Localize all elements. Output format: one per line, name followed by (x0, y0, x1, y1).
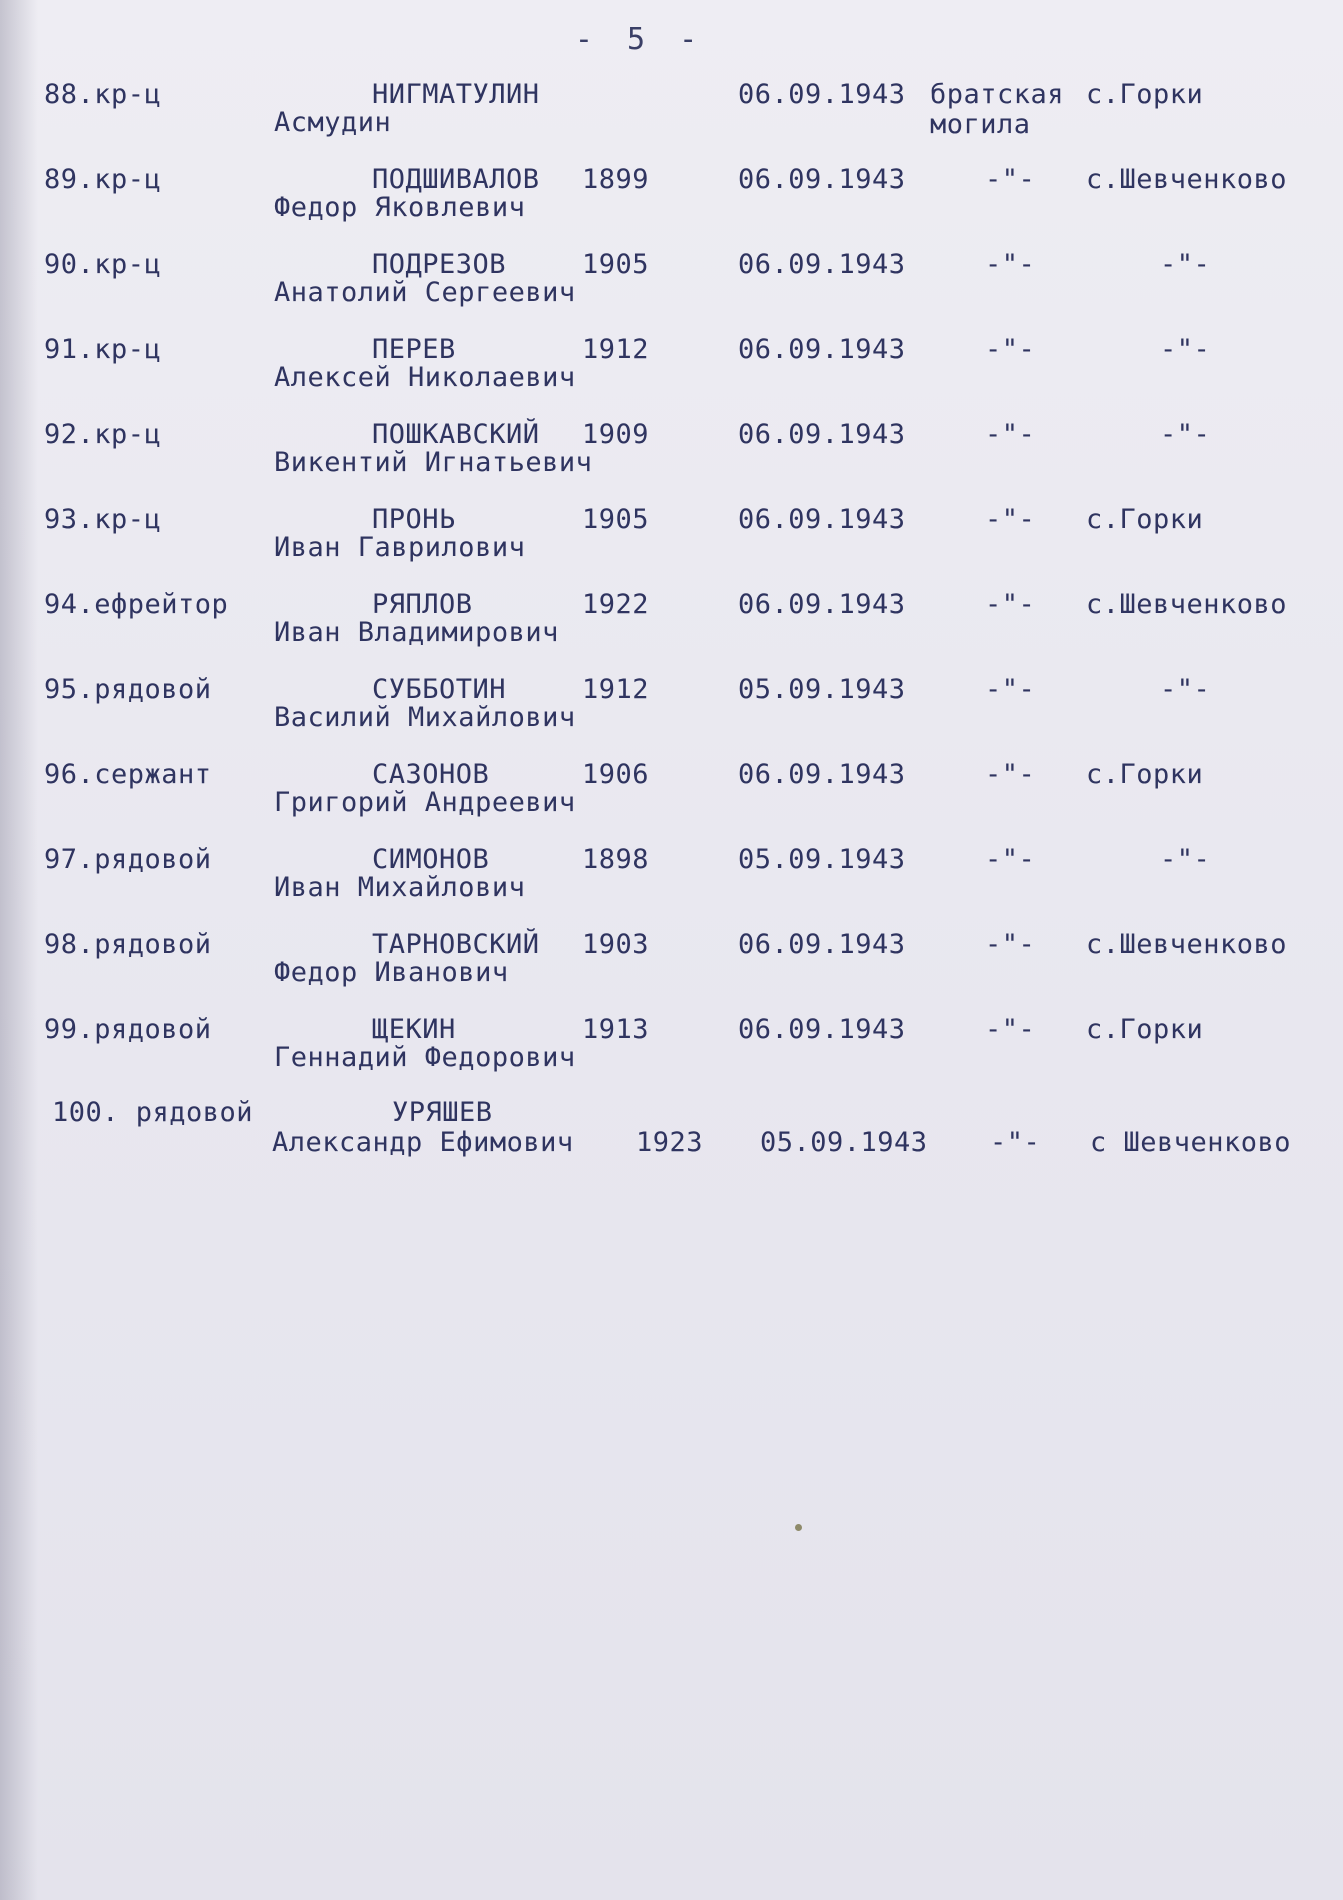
entry-burial: -"- (985, 1014, 1036, 1045)
entry-surname: УРЯШЕВ (392, 1097, 493, 1128)
entry-given-names: Анатолий Сергеевич (274, 277, 576, 308)
list-entry (0, 80, 1343, 160)
list-entry (0, 335, 1343, 415)
entry-death-date: 05.09.1943 (738, 674, 906, 705)
entry-burial: -"- (985, 844, 1036, 875)
list-entry (0, 675, 1343, 755)
entry-death-date: 06.09.1943 (738, 164, 906, 195)
entry-birth-year: 1905 (582, 249, 650, 280)
entry-death-date: 05.09.1943 (760, 1127, 928, 1158)
entry-given-names: Федор Яковлевич (274, 192, 526, 223)
entry-surname: СИМОНОВ (372, 844, 490, 875)
entry-death-date: 06.09.1943 (738, 1014, 906, 1045)
entry-place: с Шевченково (1090, 1127, 1292, 1158)
entry-birth-year: 1923 (636, 1127, 704, 1158)
entry-place: с.Шевченково (1086, 929, 1288, 960)
entry-burial: -"- (985, 504, 1036, 535)
entry-surname: ПОДШИВАЛОВ (372, 164, 540, 195)
entry-birth-year: 1899 (582, 164, 650, 195)
list-entry (0, 420, 1343, 500)
entry-number-rank: 96.сержант (44, 759, 212, 790)
entry-given-names: Асмудин (274, 107, 392, 138)
entry-place: с.Шевченково (1086, 589, 1288, 620)
entry-given-names: Иван Владимирович (274, 617, 559, 648)
entry-burial: -"- (985, 419, 1036, 450)
entry-place: -"- (1160, 844, 1211, 875)
list-entry (0, 590, 1343, 670)
entry-birth-year: 1903 (582, 929, 650, 960)
entry-place: -"- (1160, 334, 1211, 365)
entry-given-names: Викентий Игнатьевич (274, 447, 593, 478)
entry-given-names: Алексей Николаевич (274, 362, 576, 393)
entry-surname: САЗОНОВ (372, 759, 490, 790)
entry-surname: НИГМАТУЛИН (372, 79, 540, 110)
page-number: - 5 - (574, 22, 706, 57)
list-entry (0, 505, 1343, 585)
entry-surname: ТАРНОВСКИЙ (372, 929, 540, 960)
entry-given-names: Григорий Андреевич (274, 787, 576, 818)
entry-burial: братская могила (930, 79, 1065, 140)
entry-burial: -"- (985, 334, 1036, 365)
entry-given-names: Александр Ефимович (272, 1127, 574, 1158)
entry-birth-year: 1906 (582, 759, 650, 790)
entry-burial: -"- (985, 589, 1036, 620)
entry-given-names: Иван Михайлович (274, 872, 526, 903)
entry-surname: ПЕРЕВ (372, 334, 456, 365)
entry-burial: -"- (985, 759, 1036, 790)
entry-place: с.Горки (1086, 79, 1204, 110)
entry-birth-year: 1905 (582, 504, 650, 535)
entry-surname: ЩЕКИН (372, 1014, 456, 1045)
entry-number-rank: 97.рядовой (44, 844, 212, 875)
entry-burial: -"- (985, 164, 1036, 195)
entry-given-names: Геннадий Федорович (274, 1042, 576, 1073)
entry-death-date: 06.09.1943 (738, 419, 906, 450)
entry-number-rank: 92.кр-ц (44, 419, 162, 450)
entry-death-date: 06.09.1943 (738, 334, 906, 365)
entry-birth-year: 1912 (582, 334, 650, 365)
list-entry (0, 1015, 1343, 1095)
list-entry (0, 845, 1343, 925)
list-entry (0, 250, 1343, 330)
entry-given-names: Иван Гаврилович (274, 532, 526, 563)
entry-number-rank: 98.рядовой (44, 929, 212, 960)
entry-place: с.Горки (1086, 759, 1204, 790)
entry-number-rank: 88.кр-ц (44, 79, 162, 110)
entry-surname: ПРОНЬ (372, 504, 456, 535)
entry-number-rank: 99.рядовой (44, 1014, 212, 1045)
entry-place: -"- (1160, 249, 1211, 280)
entry-birth-year: 1912 (582, 674, 650, 705)
entry-number-rank: 93.кр-ц (44, 504, 162, 535)
entry-burial: -"- (985, 674, 1036, 705)
entry-death-date: 06.09.1943 (738, 79, 906, 110)
entry-place: с.Горки (1086, 1014, 1204, 1045)
entry-number-rank: 91.кр-ц (44, 334, 162, 365)
entry-burial: -"- (990, 1127, 1041, 1158)
entry-number-rank: 95.рядовой (44, 674, 212, 705)
entry-place: -"- (1160, 674, 1211, 705)
entry-surname: СУББОТИН (372, 674, 507, 705)
entry-surname: ПОШКАВСКИЙ (372, 419, 540, 450)
list-entry (0, 165, 1343, 245)
entry-number-rank: 94.ефрейтор (44, 589, 229, 620)
entry-place: с.Горки (1086, 504, 1204, 535)
entry-surname: РЯПЛОВ (372, 589, 473, 620)
entry-death-date: 06.09.1943 (738, 929, 906, 960)
entry-death-date: 06.09.1943 (738, 249, 906, 280)
list-entry (0, 760, 1343, 840)
paper-speck (795, 1524, 802, 1531)
entry-death-date: 05.09.1943 (738, 844, 906, 875)
entry-number-rank: 100. рядовой (52, 1097, 254, 1128)
entry-birth-year: 1898 (582, 844, 650, 875)
entry-place: -"- (1160, 419, 1211, 450)
entry-surname: ПОДРЕЗОВ (372, 249, 507, 280)
entry-death-date: 06.09.1943 (738, 759, 906, 790)
list-entry (0, 930, 1343, 1010)
entry-number-rank: 90.кр-ц (44, 249, 162, 280)
entry-burial: -"- (985, 249, 1036, 280)
entry-given-names: Федор Иванович (274, 957, 509, 988)
entry-birth-year: 1909 (582, 419, 650, 450)
entry-given-names: Василий Михайлович (274, 702, 576, 733)
entry-death-date: 06.09.1943 (738, 504, 906, 535)
entry-burial: -"- (985, 929, 1036, 960)
entry-birth-year: 1922 (582, 589, 650, 620)
entry-death-date: 06.09.1943 (738, 589, 906, 620)
entry-place: с.Шевченково (1086, 164, 1288, 195)
entry-number-rank: 89.кр-ц (44, 164, 162, 195)
entry-birth-year: 1913 (582, 1014, 650, 1045)
